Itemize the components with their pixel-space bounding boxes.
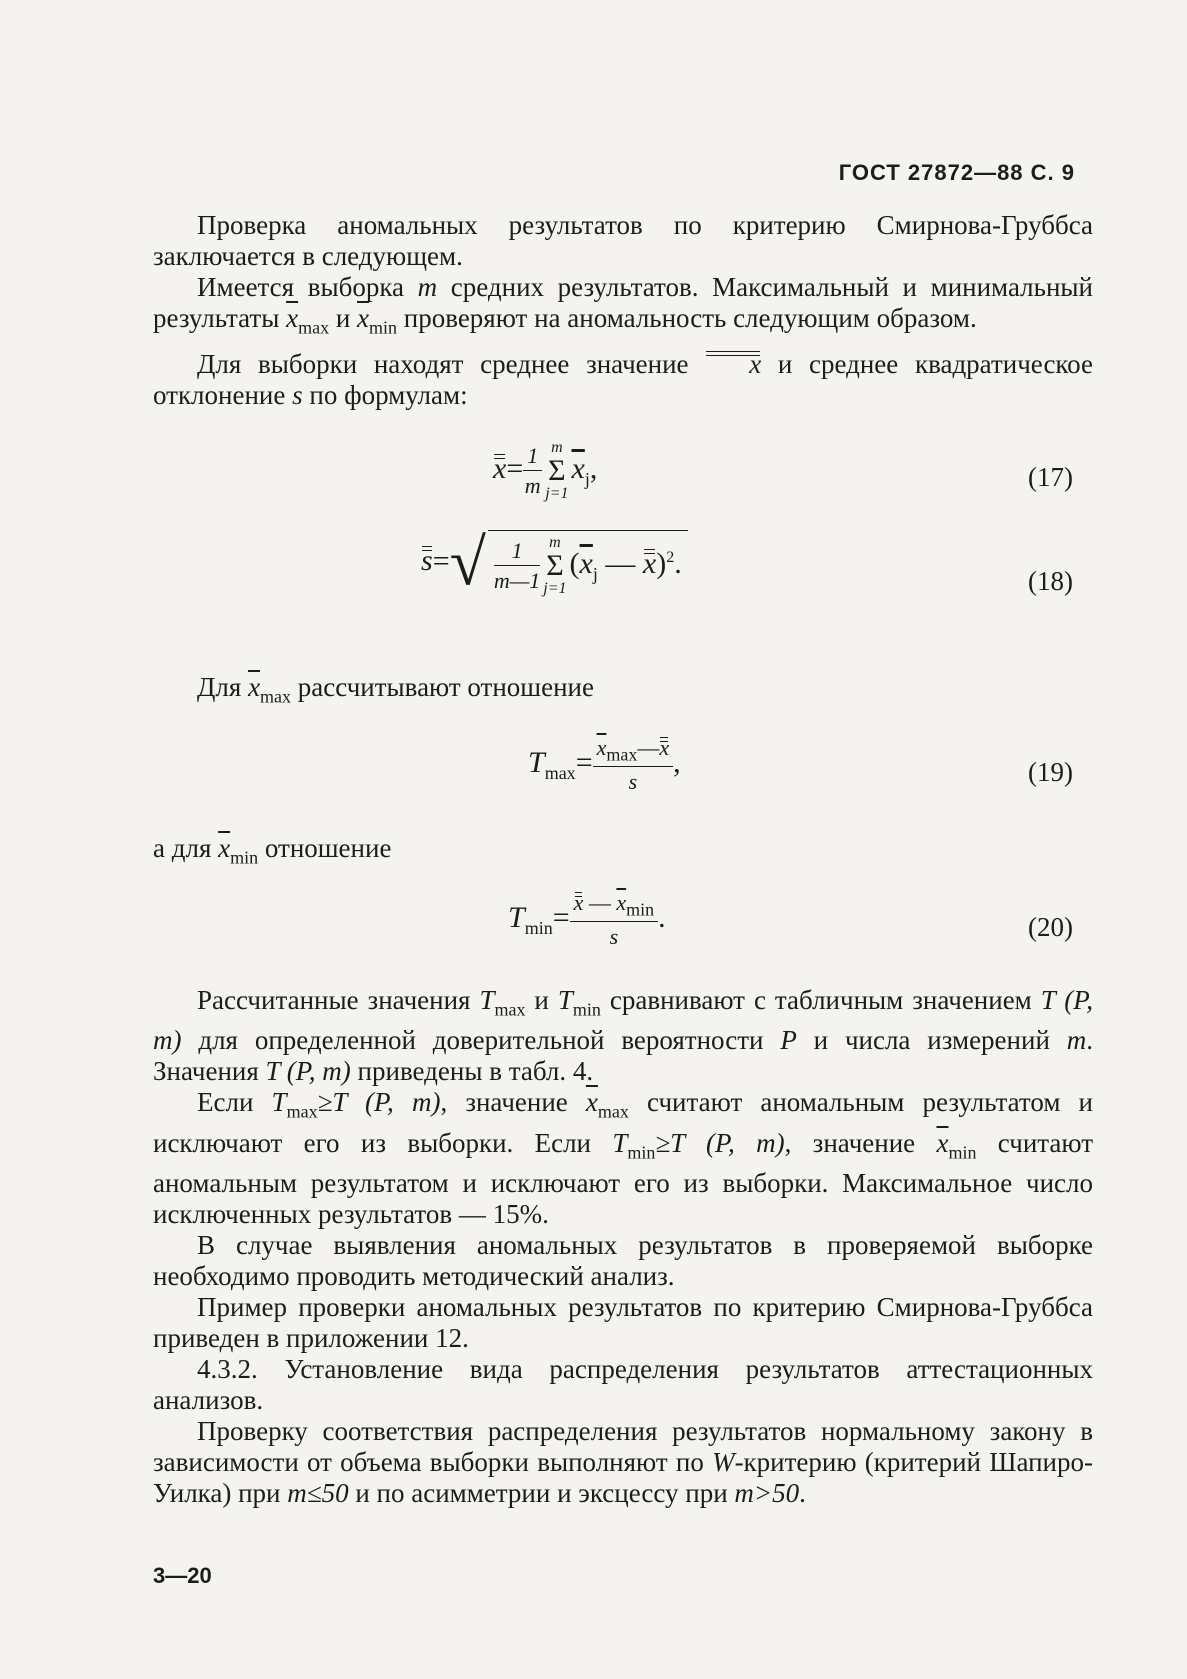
text-block-intro [153,210,1093,411]
paragraph: Рассчитанные значения $T_{max}$ и $T_{min}$ сравнивают с табличным значением T (P, m) для определенной доверительной вероятности P и числа измерений m. Значения T (P, m) приведены в табл. 4. [153,985,1093,1087]
formula-18 [153,526,1073,610]
text-block-tmin [153,833,1093,873]
formula-body: $T_{min}=$ $\frac{x — \overline{x}_{min}}{s}$ . [508,890,666,950]
formula-body: $T_{max}=$ $\frac{\overline{x}_{max}—x}{s}$ , [528,735,681,795]
formula-body: x= $\frac{1}{m}$ m Σ $j=1\overline{x}_j$, [493,439,598,502]
text-block-main [153,985,1093,1509]
formula-17 [153,440,1073,520]
equation-number: (19) [1028,757,1073,787]
equation-number: (17) [1028,462,1073,492]
paragraph: Для $\overline{x}_{max}$ рассчитывают отношение [197,672,594,707]
paragraph: Если $T_{max}\ge T$ (P, m), значение $\overline{x}_{max}$ считают аномальным результатом и исключают его из выборки. Если $T_{min}\ge T$ (P, m), значение $\overline{x}_{min}$ считают аномальным результатом и исключают его из выборки. Максимальное число исключенных результатов — 15%. [153,1087,1094,1230]
paragraph: а для $\overline{x}_{min}$ отношение [153,833,392,868]
paragraph: Проверка аномальных результатов по критерию Смирнова-Груббса заключается в следующем. [153,210,1093,271]
formula-19 [153,735,1073,815]
formula-20 [153,890,1073,970]
equation-number: (18) [1028,566,1073,596]
paragraph: Имеется выборка m средних результатов. Максимальный и минимальный результаты $\overline{x}_{max}$ и $\overline{x}_{min}$ проверяют на аномальность следующим образом. [153,272,1093,338]
paragraph: 4.3.2. Установление вида распределения результатов аттестационных анализов. [153,1354,1093,1416]
paragraph: Проверку соответствия распределения результатов нормальному закону в зависимости от объема выборки выполняют по W-критерию (критерий Шапиро-Уилка) при m≤50 и по асимметрии и эксцессу при m>50. [153,1416,1093,1509]
page-header: ГОСТ 27872—88 С. 9 [838,160,1075,185]
paragraph: Для выборки находят среднее значение x и среднее квадратическое отклонение s по формулам: [153,349,1093,411]
paragraph: Пример проверки аномальных результатов по критерию Смирнова-Груббса приведен в приложении 12. [153,1292,1093,1354]
signature-mark: 3—20 [153,1563,212,1588]
paragraph: В случае выявления аномальных результатов в проверяемой выборке необходимо проводить методический анализ. [153,1230,1093,1292]
text-block-tmax [153,672,1093,712]
equation-number: (20) [1028,912,1073,942]
formula-body: s=√ $\frac{1}{m—1}$ m Σ $j=1(\overline{x}_j$ — x)$^2$. [421,530,688,597]
